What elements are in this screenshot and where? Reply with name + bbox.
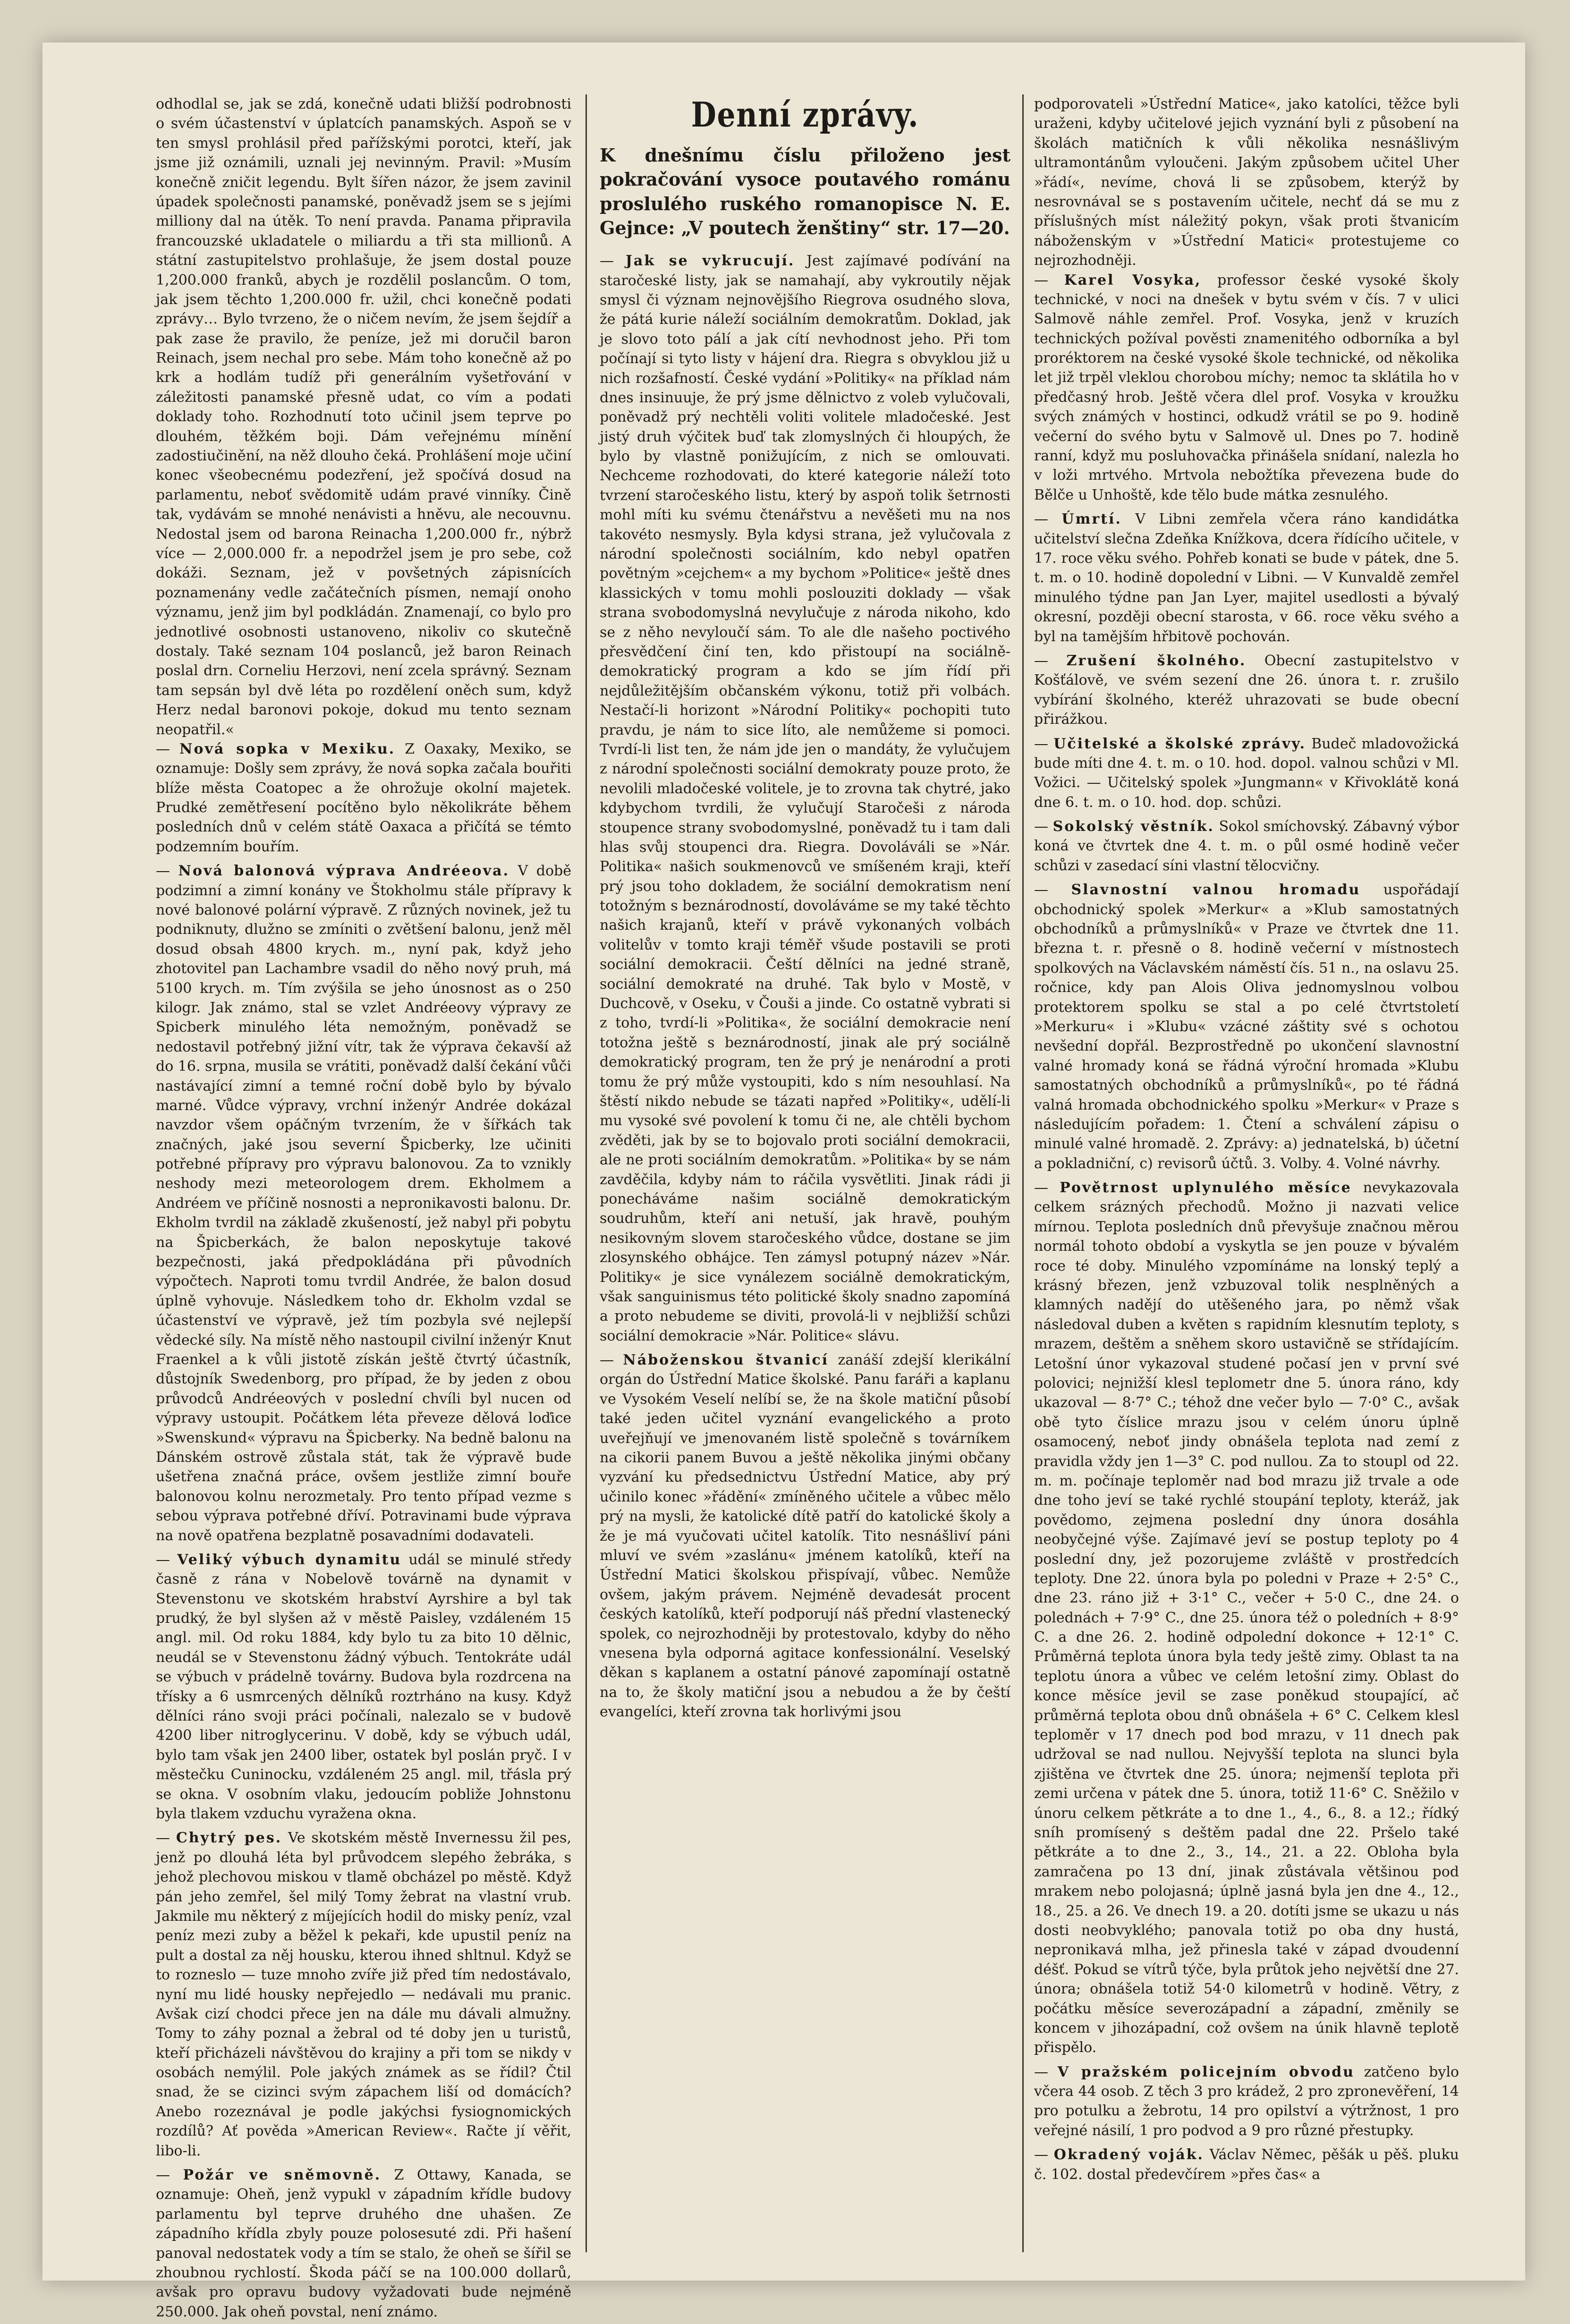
article-text: Sokol smíchovský. Zábavný výbor koná ve čtvrtek dne 4. t. m. o půl osmé hodině večer schůzi v zasedací síni vlastní tělocvičny. [1034, 818, 1459, 874]
article: — Chytrý pes. Ve skotském městě Invernessu žil pes, jenž po dlouhá léta byl průvodcem slepého žebráka, s jehož plechovou miskou v tlamě obcházel po městě. Když pán jeho zemřel, šel milý Tomy žebrat na vlastní vrub. Jakmile mu některý z míjejících hodil do misky peníz, vzal peníz mezi zuby a běžel k pekaři, kde upustil peníz na pult a dostal za něj housku, kterou ihned shltnul. Když se to rozneslo — tuze mnoho zvíře již před tím nedostávalo, nyní mu lidé housky nepřejedlo — nedávali mu pranic. Avšak cizí chodci přece jen na dále mu dávali almužny. Tomy to záhy poznal a žebral od té doby jen u turistů, kteří přicházeli návštěvou do krajiny a při tom se nikdy v osobách nemýlil. Pole jakých známek as se řídil? Čtil snad, že se cizinci svým zápachem liší od domácích? Anebo rozeznával je podle jakýchsi fysiognomických rozdílů? Ať pověda »American Review«. Račte jí věřit, libo-li. [156, 1830, 571, 2159]
article: — Veliký výbuch dynamitu udál se minulé středy časně z rána v Nobelově továrně na dynamit v Stevenstonu ve skotském hrabství Ayrshire a byl tak prudký, že byl slyšen až v městě Paisley, vzdáleném 15 angl. mil. Od roku 1884, kdy bylo tu za bito 10 dělnic, neudál se v Stevenstonu žádný výbuch. Tentokráte udál se výbuch v prádelně továrny. Budova byla rozdrcena na třísky a 6 usmrcených dělníků roztrháno na kusy. Když dělníci ráno svoji práci počínali, nalezalo se v budově 4200 liber nitroglycerinu. V době, kdy se výbuch udál, bylo tam však jen 2400 liber, ostatek byl poslán pryč. I v městečku Cuninocku, vzdáleném 25 angl. mil, třásla prý se okna. V osobním vlaku, jedoucím pobliže Johnstonu byla tlakem vzduchu vyražena okna. [156, 1551, 571, 1822]
article-heading: Okradený voják. [1053, 2146, 1204, 2163]
article-heading: Zrušení školného. [1066, 652, 1247, 669]
article: — Karel Vosyka, professor české vysoké školy technické, v noci na dnešek v bytu svém v čís. 7 v ulici Salmově náhle zemřel. Prof. Vosyka, jenž v kruzích technických požíval pověsti znamenitého odborníka a byl proréktorem na české vysoké škole technické, od několika let již trpěl vleklou chorobou míchy; nemoc ta sklátila ho v předčasný hrob. Ještě včera dlel prof. Vosyka v kroužku svých známých v hostinci, odkudž vrátil se po 9. hodině večerní do svého bytu v Salmově ul. Dnes po 7. hodině ranní, když mu posluhovačka přinášela snídaní, nalezla ho v loži mrtvého. Mrtvola nebožtíka převezena bude do Bělče u Unhoště, kde tělo bude mátka zesnulého. [1034, 271, 1459, 503]
article-text: udál se minulé středy časně z rána v Nobelově továrně na dynamit v Stevenstonu ve skotském hrabství Ayrshire a byl tak prudký, že byl slyšen až v městě Paisley, vzdáleném 15 angl. mil. Od roku 1884, kdy bylo tu za bito 10 dělnic, neudál se v Stevenstonu žádný výbuch. Tentokráte udál se výbuch v prádelně továrny. Budova byla rozdrcena na třísky a 6 usmrcených dělníků roztrháno na kusy. Když dělníci ráno svoji práci počínali, nalezalo se v budově 4200 liber nitroglycerinu. V době, kdy se výbuch udál, bylo tam však jen 2400 liber, ostatek byl poslán pryč. I v městečku Cuninocku, vzdáleném 25 angl. mil, třásla prý se okna. V osobním vlaku, jedoucím pobliže Johnstonu byla tlakem vzduchu vyražena okna. [156, 1551, 571, 1822]
newspaper-page [42, 42, 1525, 2320]
article-heading: Veliký výbuch dynamitu [177, 1551, 402, 1568]
article-heading: Povětrnost uplynulého měsíce [1060, 1179, 1352, 1196]
article-text: professor české vysoké školy technické, v noci na dnešek v bytu svém v čís. 7 v ulici Salmově náhle zemřel. Prof. Vosyka, jenž v kruzích technických požíval pověsti znamenitého odborníka a byl proréktorem na české vysoké škole technické, od několika let již trpěl vleklou chorobou míchy; nemoc ta sklátila ho v předčasný hrob. Ještě včera dlel prof. Vosyka v kroužku svých známých v hostinci, odkudž vrátil se po 9. hodině večerní do svého bytu v Salmově ul. Dnes po 7. hodině ranní, když mu posluhovačka přinášela snídaní, nalezla ho v loži mrtvého. Mrtvola nebožtíka převezena bude do Bělče u Unhoště, kde tělo bude mátka zesnulého. [1034, 271, 1459, 503]
column-middle [600, 94, 1010, 2262]
article-text: Z Ottawy, Kanada, se oznamuje: Oheň, jenž vypukl v západním křídle budovy parlamentu byl teprve druhého dne uhašen. Ze západního křídla zbyly pouze polosesuté zdi. Při hašení panoval nedostatek vody a tím se stalo, že oheň se šířil se zhoubnou rychlostí. Škoda páčí se na 100.000 dollarů, avšak pro opravu budovy vyžadovati bude nejméně 250.000. Jak oheň povstal, není známo. [156, 2167, 571, 2320]
article-continuation: podporovateli »Ústřední Matice«, jako katolíci, těžce byli uraženi, kdyby učitelové jejich vyznání byli z působení na školách matičních k vůli několika nesnášlivým ultramontánům vyloučeni. Jakým způsobem učitel Uher »řádí«, nevíme, chová li se způsobem, kterýž by nesrovnával se s postavením učitele, nechť dá se mu z příslušných míst náležitý pokyn, však proti štvanicím náboženským v »Ústřední Matici« protestujeme co nejrozhodněji. [1034, 96, 1459, 269]
article-heading: Nová sopka v Mexiku. [179, 740, 396, 757]
article-heading: V pražském policejním obvodu [1057, 2063, 1355, 2080]
article-heading: Slavnostní valnou hromadu [1071, 882, 1361, 899]
article-text: uspořádají obchodnický spolek »Merkur« a »Klub samostatných obchodníků a průmyslníků« v Praze ve čtvrtek dne 11. března t. r. přesně o 8. hodině večerní v místnostech spolkových na Václavském náměstí čís. 51 n., na oslavu 25. ročnice, kdy pan Alois Oliva jednomyslnou volbou protektorem spolku se stal a po celé čtvrtstoletí »Merkuru« i »Klubu« vzácné záštity své s ochotou nevšední dopřál. Bezprostředně po ukončení slavnostní valné hromady koná se řádná výroční hromada »Klubu samostatných obchodníků a průmyslníků«, po té řádná valná hromada obchodnického spolku »Merkur« v Praze s následujícím pořadem: 1. Čtení a schválení zápisu o minulé valné hromadě. 2. Zprávy: a) jednatelská, b) účetní a pokladniční, c) revisorů účtů. 3. Volby. 4. Volné návrhy. [1034, 882, 1460, 1172]
article-text: zatčeno bylo včera 44 osob. Z těch 3 pro krádež, 2 pro zpronevěření, 14 pro potulku a žebrotu, 14 pro opilství a výtržnost, 1 pro veřejné násilí, 1 pro podvod a 9 pro různé přestupky. [1034, 2063, 1459, 2139]
article-text: Václav Němec, pěšák u pěš. pluku č. 102. dostal předevčírem »přes čas« a [1034, 2146, 1459, 2183]
article: — Náboženskou štvanicí zanáší zdejší klerikální orgán do Ústřední Matice školské. Panu faráři a kaplanu ve Vysokém Veselí nelíbí se, že na škole matiční působí také jeden učitel vyznání evangelického a proto uveřejňují ve jmenovaném listě společně s továrníkem na cikorii panem Buvou a ještě několika jinými občany vyzvání ku předsednictvu Ústřední Matice, aby prý učinilo konec »řádění« zmíněného učitele a vůbec mělo prý na mysli, že katolické dítě patří do katolické školy a že je má vyučovati učitel katolík. Tito nesnášliví páni mluví ve svém »zaslánu« jménem katolíků, kteří na Ústřední Matici školskou přispívají, vůbec. Nemůže ovšem, jakým právem. Nejméně devadesát procent českých katolíků, kteří podporují náš přední vlastenecký spolek, co nejrozhodněji by protestovalo, kdyby do něho vnesena byla odporná agitace konfessionální. Veselský děkan s kaplanem a ostatní pánové zapomínají ostatně na to, že školy matiční jsou a nebudou a že by čeští evangelíci, kteří zrovna tak horlivými jsou [600, 1352, 1010, 1721]
article-text: V Libni zemřela včera ráno kandidátka učitelství slečna Zdeňka Knížkova, dcera řídícího učitele, v 17. roce věku svého. Pohřeb konati se bude v pátek, dne 5. t. m. o 10. hodině dopolední v Libni. — V Kunvaldě zemřel minulého týdne pan Jan Lyer, majitel usedlosti a bývalý okresní, později obecní starosta, v 66. roce věku svého a byl na tamějším hřbitově pochován. [1034, 511, 1459, 645]
article: — Nová balonová výprava Andréeova. V době podzimní a zimní konány ve Štokholmu stále přípravy k nové balonové polární výpravě. Z různých novinek, jež tu podniknuty, dlužno se zmíniti o zvětšení balonu, jenž měl dosud obsah 4800 krych. m., nyní pak, když jeho zhotovitel pan Lachambre vsadil do něho nový pruh, má 5100 krych. m. Tím zvýšila se jeho únosnost as o 250 kilogr. Jak známo, stal se vzlet Andréeovy výpravy ze Spicberk minulého léta nemožným, poněvadž se nedostavil potřebný jižní vítr, tak že výprava čekavší až do 16. srpna, musila se vrátiti, poněvadž další čekání vůči nastávající zimní a temné roční době bylo by bývalo marné. Vůdce výpravy, vrchní inženýr Andrée dokázal navzdor všem opáčným tvrzením, že v šířkách tak značných, jaké jsou severní Špicberky, lze učiniti potřebné přípravy pro výpravu balonovou. Za to vznikly neshody mezi meteorologem drem. Ekholmem a Andréem ve příčině nosnosti a nepronikavosti balonu. Dr. Ekholm tvrdil na základě zkušeností, jež nabyl při pobytu na Špicberkách, že balon neposkytuje takové bezpečnosti, jaká předpokládána při původních výpočtech. Naproti tomu tvrdil Andrée, že balon dosud úplně vyhovuje. Následkem toho dr. Ekholm vzdal se účastenství ve výpravě, jež tím pozbyla své nejlepší vědecké síly. Na místě něho nastoupil civilní inženýr Knut Fraenkel a k vůli jistotě získán ještě čtvrtý účastník, důstojník Swedenborg, pro případ, že by jeden z obou průvodců Andréeových v poslední chvíli byl nucen od výpravy ustoupit. Počátkem léta převeze dělová loďice »Swenskund« výpravu na Špicberky. Na bedně balonu na Dánském ostrově zůstala stát, tak že výpravě bude ušetřena značná práce, ovšem jestliže zimní bouře balonovou kolnu nerozmetaly. Pro tento případ vezme s sebou výprava potřebné dříví. Potravinami bude výprava na nově opatřena bezplatně posavadními dodavateli. [156, 863, 571, 1544]
article-text: Z Oaxaky, Mexiko, se oznamuje: Došly sem zprávy, že nová sopka začala bouřiti blíže města Coatopec a že ohrožuje okolní majetek. Prudké zemětřesení pocítěno bylo několikráte během posledních dnů v celém státě Oaxaca a přičítá se témto podzemním bouřím. [156, 740, 571, 855]
article: — Požár ve sněmovně. Z Ottawy, Kanada, se oznamuje: Oheň, jenž vypukl v západním křídle budovy parlamentu byl teprve druhého dne uhašen. Ze západního křídla zbyly pouze polosesuté zdi. Při hašení panoval nedostatek vody a tím se stalo, že oheň se šířil se zhoubnou rychlostí. Škoda páčí se na 100.000 dollarů, avšak pro opravu budovy vyžadovati bude nejméně 250.000. Jak oheň povstal, není známo. [156, 2167, 571, 2320]
article-text: Budeč mladovožická bude míti dne 4. t. m. o 10. hod. dopol. valnou schůzi v Ml. Vožici. — Učitelský spolek »Jungmann« v Křivoklátě koná dne 6. t. m. o 10. hod. dop. schůzi. [1034, 735, 1459, 811]
article: — Nová sopka v Mexiku. Z Oaxaky, Mexiko, se oznamuje: Došly sem zprávy, že nová sopka začala bouřiti blíže města Coatopec a že ohrožuje okolní majetek. Prudké zemětřesení pocítěno bylo několikráte během posledních dnů v celém státě Oaxaca a přičítá se témto podzemním bouřím. [156, 740, 571, 855]
article: — V pražském policejním obvodu zatčeno bylo včera 44 osob. Z těch 3 pro krádež, 2 pro zpronevěření, 14 pro potulku a žebrotu, 14 pro opilství a výtržnost, 1 pro veřejné násilí, 1 pro podvod a 9 pro různé přestupky. [1034, 2063, 1459, 2139]
article: — Úmrtí. V Libni zemřela včera ráno kandidátka učitelství slečna Zdeňka Knížkova, dcera řídícího učitele, v 17. roce věku svého. Pohřeb konati se bude v pátek, dne 5. t. m. o 10. hodině dopolední v Libni. — V Kunvaldě zemřel minulého týdne pan Jan Lyer, majitel usedlosti a bývalý okresní, později obecní starosta, v 66. roce věku svého a byl na tamějším hřbitově pochován. [1034, 511, 1459, 645]
article-heading: Požár ve sněmovně. [183, 2167, 382, 2184]
article-text: Jest zajímavé podívání na staročeské listy, jak se namahají, aby vykroutily nějak smysl či význam nejnovějšího Riegrova osudného slova, že pátá kurie náleží sociálním demokratům. Doklad, jak je slovo toto pálí a jak cítí nevhodnost jeho. Při tom počínají si tyto listy v hájení dra. Riegra s obvyklou již u nich rozšafností. České vydání »Politiky« na příklad nám dnes insinuuje, že prý jsme dělnictvo z voleb vylučovali, poněvadž prý nechtěli voliti volitele mladočeské. Jest jistý druh výčitek buď tak zlomyslných či hloupých, že bylo by vlastně ponižujícím, z nich se omlouvati. Nechceme rozhodovati, do které kategorie náleží toto tvrzení staročeského listu, který by aspoň tolik šetrnosti mohl míti ku svému čtenářstvu a nevěšeti mu na nos takovéto nesmysly. Byla kdysi strana, jež vylučovala z národní společnosti sociálním, kdo nebyl opatřen povětným »cejchem« a my bychom »Politice« ještě dnes klassických v tomu mohli poslouziti doklady — však strana svobodomyslná nevylučuje z národa nikoho, kdo se z něho nevyloučí sám. To ale dle našeho poctivého přesvědčení činí ten, kdo přistoupí na sociálně-demokratický program a kdo se jím řídí při nejdůležitějším občanském výkonu, totiž při volbách. Nestačí-li horizont »Národní Politiky« pochopiti tuto pravdu, je nám to sice líto, ale nemůžeme si pomoci. Tvrdí-li list ten, že nám jde jen o mandáty, že vylučujem z národní společnosti sociální demokraty pouze proto, že nevolili mladočeské volitele, je to zrovna tak chytré, jako kdybychom tvrdili, že vylučují Staročeši z národa stoupence strany svobodomyslné, poněvadž tu i tam dali hlas svůj stoupenci dra. Riegra. Dovoláváli se »Nár. Politika« našich soukmenovců ve smíšeném kraji, kteří prý jsou toho dokladem, že sociální demokratism není totožným s beznárodností, dovoláváme se my také těchto našich krajanů, kteří v právě vykonaných volbách volitelův v tomto kraji téměř všude postavili se proti sociální demokracii. Čeští dělníci na jedné straně, sociální demokraté na druhé. Tak bylo v Mostě, v Duchcově, v Oseku, v Čouši a jinde. Co ostatně vybrati si z toho, tvrdí-li »Politika«, že sociální demokracie není totožna ještě s beznárodností, jinak ale prý sociálně demokratický program, ten že prý je nenárodní a proti tomu že prý může vystoupiti, kdo s ním nesouhlasí. Na štěstí nikdo nebude se tázati napřed »Politiky«, udělí-li mu vysoké své povolení k tomu či ne, ale chtěli bychom zvěděti, jak by se to bojovalo proti sociální demokracii, ale ne proti sociálním demokratům. »Politika« by se nám zavděčila, kdyby nám to ráčila vysvětliti. Jinak rádi ji ponecháváme našim sociálně demokratickým soudruhům, kteří ani netuší, jak hravě, pouhým nesikovným slovem staročeského vůdce, dostane se jim zlosynského obhájce. Ten zámysl potupný název »Nár. Politiky« je sice vynálezem sociálně demokratickým, však sanguinismus této politické školy snadno zapomíná a proto nebudeme se diviti, provolá-li v nejbližší schůzi sociální demokracie »Nár. Politice« slávu. [600, 253, 1010, 1344]
column-right [1034, 94, 1459, 2262]
article-text: Ve skotském městě Invernessu žil pes, jenž po dlouhá léta byl průvodcem slepého žebráka, s jehož plechovou miskou v tlamě obcházel po městě. Když pán jeho zemřel, šel milý Tomy žebrat na vlastní vrub. Jakmile mu některý z míjejících hodil do misky peníz, vzal peníz mezi zuby a běžel k pekaři, kde upustil peníz na pult a dostal za něj housku, kterou ihned shltnul. Když se to rozneslo — tuze mnoho zvíře již před tím nedostávalo, nyní mu lidé housky nepřejedlo — nedávali mu pranic. Avšak cizí chodci přece jen na dále mu dávali almužny. Tomy to záhy poznal a žebral od té doby jen u turistů, kteří přicházeli návštěvou do krajiny a při tom se nikdy v osobách nemýlil. Pole jakých známek as se řídil? Čtil snad, že se cizinci svým zápachem liší od domácích? Anebo rozeznával je podle jakýchsi fysiognomických rozdílů? Ať pověda »American Review«. Račte jí věřit, libo-li. [156, 1830, 571, 2159]
article: — Okradený voják. Václav Němec, pěšák u pěš. pluku č. 102. dostal předevčírem »přes čas« a [1034, 2146, 1459, 2183]
column-left [156, 94, 571, 2320]
article-text: V době podzimní a zimní konány ve Štokholmu stále přípravy k nové balonové polární výpravě. Z různých novinek, jež tu podniknuty, dlužno se zmíniti o zvětšení balonu, jenž měl dosud obsah 4800 krych. m., nyní pak, když jeho zhotovitel pan Lachambre vsadil do něho nový pruh, má 5100 krych. m. Tím zvýšila se jeho únosnost as o 250 kilogr. Jak známo, stal se vzlet Andréeovy výpravy ze Spicberk minulého léta nemožným, poněvadž se nedostavil potřebný jižní vítr, tak že výprava čekavší až do 16. srpna, musila se vrátiti, poněvadž další čekání vůči nastávající zimní a temné roční době bylo by bývalo marné. Vůdce výpravy, vrchní inženýr Andrée dokázal navzdor všem opáčným tvrzením, že v šířkách tak značných, jaké jsou severní Špicberky, lze učiniti potřebné přípravy pro výpravu balonovou. Za to vznikly neshody mezi meteorologem drem. Ekholmem a Andréem ve příčině nosnosti a nepronikavosti balonu. Dr. Ekholm tvrdil na základě zkušeností, jež nabyl při pobytu na Špicberkách, že balon neposkytuje takové bezpečnosti, jaká předpokládána při původních výpočtech. Naproti tomu tvrdil Andrée, že balon dosud úplně vyhovuje. Následkem toho dr. Ekholm vzdal se účastenství ve výpravě, jež tím pozbyla své nejlepší vědecké síly. Na místě něho nastoupil civilní inženýr Knut Fraenkel a k vůli jistotě získán ještě čtvrtý účastník, důstojník Swedenborg, pro případ, že by jeden z obou průvodců Andréeových v poslední chvíli byl nucen od výpravy ustoupit. Počátkem léta převeze dělová loďice »Swenskund« výpravu na Špicberky. Na bedně balonu na Dánském ostrově zůstala stát, tak že výpravě bude ušetřena značná práce, ovšem jestliže zimní bouře balonovou kolnu nerozmetaly. Pro tento případ vezme s sebou výprava potřebné dříví. Potravinami bude výprava na nově opatřena bezplatně posavadními dodavateli. [156, 863, 571, 1544]
article: — Jak se vykrucují. Jest zajímavé podívání na staročeské listy, jak se namahají, aby vykroutily nějak smysl či význam nejnovějšího Riegrova osudného slova, že pátá kurie náleží sociálním demokratům. Doklad, jak je slovo toto pálí a jak cítí nevhodnost jeho. Při tom počínají si tyto listy v hájení dra. Riegra s obvyklou již u nich rozšafností. České vydání »Politiky« na příklad nám dnes insinuuje, že prý jsme dělnictvo z voleb vylučovali, poněvadž prý nechtěli voliti volitele mladočeské. Jest jistý druh výčitek buď tak zlomyslných či hloupých, že bylo by vlastně ponižujícím, z nich se omlouvati. Nechceme rozhodovati, do které kategorie náleží toto tvrzení staročeského listu, který by aspoň tolik šetrnosti mohl míti ku svému čtenářstvu a nevěšeti mu na nos takovéto nesmysly. Byla kdysi strana, jež vylučovala z národní společnosti sociálním, kdo nebyl opatřen povětným »cejchem« a my bychom »Politice« ještě dnes klassických v tomu mohli poslouziti doklady — však strana svobodomyslná nevylučuje z národa nikoho, kdo se z něho nevyloučí sám. To ale dle našeho poctivého přesvědčení činí ten, kdo přistoupí na sociálně-demokratický program a kdo se jím řídí při nejdůležitějším občanském výkonu, totiž při volbách. Nestačí-li horizont »Národní Politiky« pochopiti tuto pravdu, je nám to sice líto, ale nemůžeme si pomoci. Tvrdí-li list ten, že nám jde jen o mandáty, že vylučujem z národní společnosti sociální demokraty pouze proto, že nevolili mladočeské volitele, je to zrovna tak chytré, jako kdybychom tvrdili, že vylučují Staročeši z národa stoupence strany svobodomyslné, poněvadž tu i tam dali hlas svůj stoupenci dra. Riegra. Dovoláváli se »Nár. Politika« našich soukmenovců ve smíšeném kraji, kteří prý jsou toho dokladem, že sociální demokratism není totožným s beznárodností, dovoláváme se my také těchto našich krajanů, kteří v právě vykonaných volbách volitelův v tomto kraji téměř všude postavili se proti sociální demokracii. Čeští dělníci na jedné straně, sociální demokraté na druhé. Tak bylo v Mostě, v Duchcově, v Oseku, v Čouši a jinde. Co ostatně vybrati si z toho, tvrdí-li »Politika«, že sociální demokracie není totožna ještě s beznárodností, jinak ale prý sociálně demokratický program, ten že prý je nenárodní a proti tomu že prý může vystoupiti, kdo s ním nesouhlasí. Na štěstí nikdo nebude se tázati napřed »Politiky«, udělí-li mu vysoké své povolení k tomu či ne, ale chtěli bychom zvěděti, jak by se to bojovalo proti sociální demokracii, ale ne proti sociálním demokratům. »Politika« by se nám zavděčila, kdyby nám to ráčila vysvětliti. Jinak rádi ji ponecháváme našim sociálně demokratickým soudruhům, kteří ani netuší, jak hravě, pouhým nesikovným slovem staročeského vůdce, dostane se jim zlosynského obhájce. Ten zámysl potupný název »Nár. Politiky« je sice vynálezem sociálně demokratickým, však sanguinismus této politické školy snadno zapomíná a proto nebudeme se diviti, provolá-li v nejbližší schůzi sociální demokracie »Nár. Politice« slávu. [600, 253, 1010, 1344]
article-text: Obecní zastupitelstvo v Košťálově, ve svém sezení dne 26. února t. r. zrušilo vybírání školného, kteréž uhrazovati se bude obecní přirážkou. [1034, 652, 1459, 728]
article-heading: Jak se vykrucují. [625, 253, 795, 270]
article-heading: Náboženskou štvanicí [623, 1352, 829, 1369]
article-text: nevykazovala celkem srázných přechodů. Možno ji nazvati velice mírnou. Teplota posledních dnů převyšuje značnou měrou normál tohoto období a vyskytla se jen pouze v bývalém roce té doby. Minulého vzpomínáme na lonský teplý a krásný březen, jenž vzbuzoval tolik nesplněných a klamných nadějí do utěšeného jara, po němž však následoval duben a květen s rapidním klesnutím teploty, s mrazem, deštěm a sněhem skoro ustavičně se střídajícím. Letošní únor vykazoval studené počasí jen v první své polovici; nejnižší klesl teplometr dne 5. února ráno, kdy ukazoval — 8·7° C.; téhož dne večer bylo — 7·0° C., avšak obě tyto číslice mrazu jsou v celém únoru úplně osamocený, neboť jindy obnášela teplota nad zemí z pravidla vždy jen 1—3° C. pod nullou. Za to stoupl od 22. m. m. počínaje teploměr nad bod mrazu již trvale a ode dne toho jeví se také rychlé stoupání teploty, kteráž, jak povědomo, zejmena poslední dny února dosáhla neobyčejné výše. Zajímavé jeví se postup teploty po 4 poslední dny, jež pozorujeme zvláště v prostředcích teploty. Dne 22. února byla po poledni v Praze + 2·5° C., dne 23. ráno již + 3·1° C., večer + 5·0 C., dne 24. o polednách + 7·9° C., dne 25. února též o poledních + 8·9° C. a dne 26. 2. hodině odpolední dokonce + 12·1° C. Průměrná teplota února byla tedy ještě zimy. Oblast ta na teplotu února a vůbec ve celém letošní zimy. Oblast do konce měsíce jevil se zase poněkud stoupající, ač průměrná teplota obou dnů obnášela + 6° C. Celkem klesl teploměr v 17 dnech pod bod mrazu, v 11 dnech pak udržoval se nad nullou. Nejvyšší teplota na slunci byla zjištěna ve čtvrtek dne 25. února; nejmenší teplota při zemi určena v pátek dne 5. února, totiž 11·6° C. Sněžilo v únoru celkem pětkráte a to dne 1., 4., 6., 8. a 12.; řídký sníh promísený s deštěm padal dne 22. Pršelo také pětkráte a to dne 2., 3., 14., 21. a 22. Obloha byla zamračena po 13 dní, jinak zůstávala většinou pod mrakem nebo polojasná; úplně jasná byla jen dne 4., 12., 18., 25. a 26. Ve dnech 19. a 20. dotíti jsme se ukazu u nás dosti neobvyklého; panovala totiž po oba dny hustá, nepronikavá mlha, jež přinesla také v západ dvoudenní déšť. Pokud se vítrů týče, byla průtok jeho největší dne 27. února; obnášela totiž 54·0 kilometrů v hodině. Větry, z počátku měsíce severozápadní a západní, změnily se koncem v jihozápadní, což ovšem na únik hlavně teplotě přispělo. [1034, 1179, 1459, 2056]
article: — Slavnostní valnou hromadu uspořádají obchodnický spolek »Merkur« a »Klub samostatných obchodníků a průmyslníků« v Praze ve čtvrtek dne 11. března t. r. přesně o 8. hodině večerní v místnostech spolkových na Václavském náměstí čís. 51 n., na oslavu 25. ročnice, kdy pan Alois Oliva jednomyslnou volbou protektorem spolku se stal a po celé čtvrtstoletí »Merkuru« i »Klubu« vzácné záštity své s ochotou nevšední dopřál. Bezprostředně po ukončení slavnostní valné hromady koná se řádná výroční hromada »Klubu samostatných obchodníků a průmyslníků«, po té řádná valná hromada obchodnického spolku »Merkur« v Praze s následujícím pořadem: 1. Čtení a schválení zápisu o minulé valné hromadě. 2. Zprávy: a) jednatelská, b) účetní a pokladniční, c) revisorů účtů. 3. Volby. 4. Volné návrhy. [1034, 882, 1460, 1172]
article-text: zanáší zdejší klerikální orgán do Ústřední Matice školské. Panu faráři a kaplanu ve Vysokém Veselí nelíbí se, že na škole matiční působí také jeden učitel vyznání evangelického a proto uveřejňují ve jmenovaném listě společně s továrníkem na cikorii panem Buvou a ještě několika jinými občany vyzvání ku předsednictvu Ústřední Matice, aby prý učinilo konec »řádění« zmíněného učitele a vůbec mělo prý na mysli, že katolické dítě patří do katolické školy a že je má vyučovati učitel katolík. Tito nesnášliví páni mluví ve svém »zaslánu« jménem katolíků, kteří na Ústřední Matici školskou přispívají, vůbec. Nemůže ovšem, jakým právem. Nejméně devadesát procent českých katolíků, kteří podporují náš přední vlastenecký spolek, co nejrozhodněji by protestovalo, kdyby do něho vnesena byla odporná agitace konfessionální. Veselský děkan s kaplanem a ostatní pánové zapomínají ostatně na to, že školy matiční jsou a nebudou a že by čeští evangelíci, kteří zrovna tak horlivými jsou [600, 1352, 1010, 1721]
article-heading: Učitelské a školské zprávy. [1053, 735, 1306, 752]
article-heading: Karel Vosyka, [1064, 271, 1202, 288]
article-heading: Chytrý pes. [176, 1830, 282, 1847]
article-heading: Úmrtí. [1061, 511, 1122, 528]
article-continuation: odhodlal se, jak se zdá, konečně udati bližší podrobnosti o svém účastenství v úplatcích panamských. Aspoň se v ten smysl prohlásil před pařížskými porotci, kteří, jak jsme již oznámili, uznali jej nevinným. Pravil: »Musím konečně zničit legendu. Bylt šířen názor, že jsem zavinil úpadek společnosti panamské, poněvadž jsem se s jejími milliony dal na útěk. To není pravda. Panama připravila francouzské ukladatele o miliardu a tři sta millionů. A státní zastupitelstvo prohlašuje, že jsem dostal pouze 1,200.000 franků, abych je rozdělil poslancům. O tom, jak jsem těchto 1,200.000 fr. užil, chci konečně podati zprávy… Bylo tvrzeno, že o ničem nevím, že jsem šejdíř a pak zase že pravilo, že peníze, jež mi doručil baron Reinach, jsem nechal pro sebe. Mám toho konečně až po krk a hodlám tudíž při generálním vyšetřování v záležitosti panamské přesně udat, co vím a podati doklady toho. Rozhodnutí toto učinil jsem teprve po dlouhém, těžkém boji. Dám veřejnému mínění zadostiučinění, na něž dlouho čeká. Prohlášení moje učiní konec všeobecnému podezření, jež spočívá dosud na parlamentu, neboť svědomitě udám pravé vinníky. Čině tak, vydávám se mnohé nenávisti a hněvu, ale necouvnu. Nedostal jsem od barona Reinacha 1,200.000 fr., nýbrž více — 2,000.000 fr. a nepodržel jsem je pro sebe, což dokáži. Seznam, jež v povšetných zápisnících poznamenány vedle začátečních písmen, nemají onoho významu, jenž jim byl podkládán. Znamenají, co bylo pro jednotlivé osobnosti ustanoveno, nikoliv co skutečně dostaly. Také seznam 104 poslanců, jež baron Reinach poslal drn. Corneliu Herzovi, není zcela správný. Seznam tam sepsán byl dvě léta po rozdělení oněch sum, když Herz nedal baronovi pokoje, dokud mu tento seznam neopatřil.« [156, 96, 571, 738]
article: — Zrušení školného. Obecní zastupitelstvo v Košťálově, ve svém sezení dne 26. února t. r. zrušilo vybírání školného, kteréž uhrazovati se bude obecní přirážkou. [1034, 652, 1459, 728]
supplement-notice: K dnešnímu číslu přiloženo jest pokračování vysoce poutavého románu proslulého ruského romanopisce N. E. Gejnce: „V poutech ženštiny“ str. 17—20. [600, 144, 1010, 238]
article: — Povětrnost uplynulého měsíce nevykazovala celkem srázných přechodů. Možno ji nazvati velice mírnou. Teplota posledních dnů převyšuje značnou měrou normál tohoto období a vyskytla se jen pouze v bývalém roce té doby. Minulého vzpomínáme na lonský teplý a krásný březen, jenž vzbuzoval tolik nesplněných a klamných nadějí do utěšeného jara, po němž však následoval duben a květen s rapidním klesnutím teploty, s mrazem, deštěm a sněhem skoro ustavičně se střídajícím. Letošní únor vykazoval studené počasí jen v první své polovici; nejnižší klesl teplometr dne 5. února ráno, kdy ukazoval — 8·7° C.; téhož dne večer bylo — 7·0° C., avšak obě tyto číslice mrazu jsou v celém únoru úplně osamocený, neboť jindy obnášela teplota nad zemí z pravidla vždy jen 1—3° C. pod nullou. Za to stoupl od 22. m. m. počínaje teploměr nad bod mrazu již trvale a ode dne toho jeví se také rychlé stoupání teploty, kteráž, jak povědomo, zejmena poslední dny února dosáhla neobyčejné výše. Zajímavé jeví se postup teploty po 4 poslední dny, jež pozorujeme zvláště v prostředcích teploty. Dne 22. února byla po poledni v Praze + 2·5° C., dne 23. ráno již + 3·1° C., večer + 5·0 C., dne 24. o polednách + 7·9° C., dne 25. února též o poledních + 8·9° C. a dne 26. 2. hodině odpolední dokonce + 12·1° C. Průměrná teplota února byla tedy ještě zimy. Oblast ta na teplotu února a vůbec ve celém letošní zimy. Oblast do konce měsíce jevil se zase poněkud stoupající, ač průměrná teplota obou dnů obnášela + 6° C. Celkem klesl teploměr v 17 dnech pod bod mrazu, v 11 dnech pak udržoval se nad nullou. Nejvyšší teplota na slunci byla zjištěna ve čtvrtek dne 25. února; nejmenší teplota při zemi určena v pátek dne 5. února, totiž 11·6° C. Sněžilo v únoru celkem pětkráte a to dne 1., 4., 6., 8. a 12.; řídký sníh promísený s deštěm padal dne 22. Pršelo také pětkráte a to dne 2., 3., 14., 21. a 22. Obloha byla zamračena po 13 dní, jinak zůstávala většinou pod mrakem nebo polojasná; úplně jasná byla jen dne 4., 12., 18., 25. a 26. Ve dnech 19. a 20. dotíti jsme se ukazu u nás dosti neobvyklého; panovala totiž po oba dny hustá, nepronikavá mlha, jež přinesla také v západ dvoudenní déšť. Pokud se vítrů týče, byla průtok jeho největší dne 27. února; obnášela totiž 54·0 kilometrů v hodině. Větry, z počátku měsíce severozápadní a západní, změnily se koncem v jihozápadní, což ovšem na únik hlavně teplotě přispělo. [1034, 1179, 1459, 2056]
article: — Učitelské a školské zprávy. Budeč mladovožická bude míti dne 4. t. m. o 10. hod. dopol. valnou schůzi v Ml. Vožici. — Učitelský spolek »Jungmann« v Křivoklátě koná dne 6. t. m. o 10. hod. dop. schůzi. [1034, 735, 1459, 811]
article-heading: Nová balonová výprava Andréeova. [178, 863, 510, 880]
article: — Sokolský věstník. Sokol smíchovský. Zábavný výbor koná ve čtvrtek dne 4. t. m. o půl osmé hodině večer schůzi v zasedací síni vlastní tělocvičny. [1034, 818, 1459, 874]
column-rule [586, 94, 587, 2252]
column-rule [1022, 94, 1024, 2252]
article-heading: Sokolský věstník. [1052, 818, 1214, 835]
section-title: Denní zprávy. [691, 94, 919, 135]
